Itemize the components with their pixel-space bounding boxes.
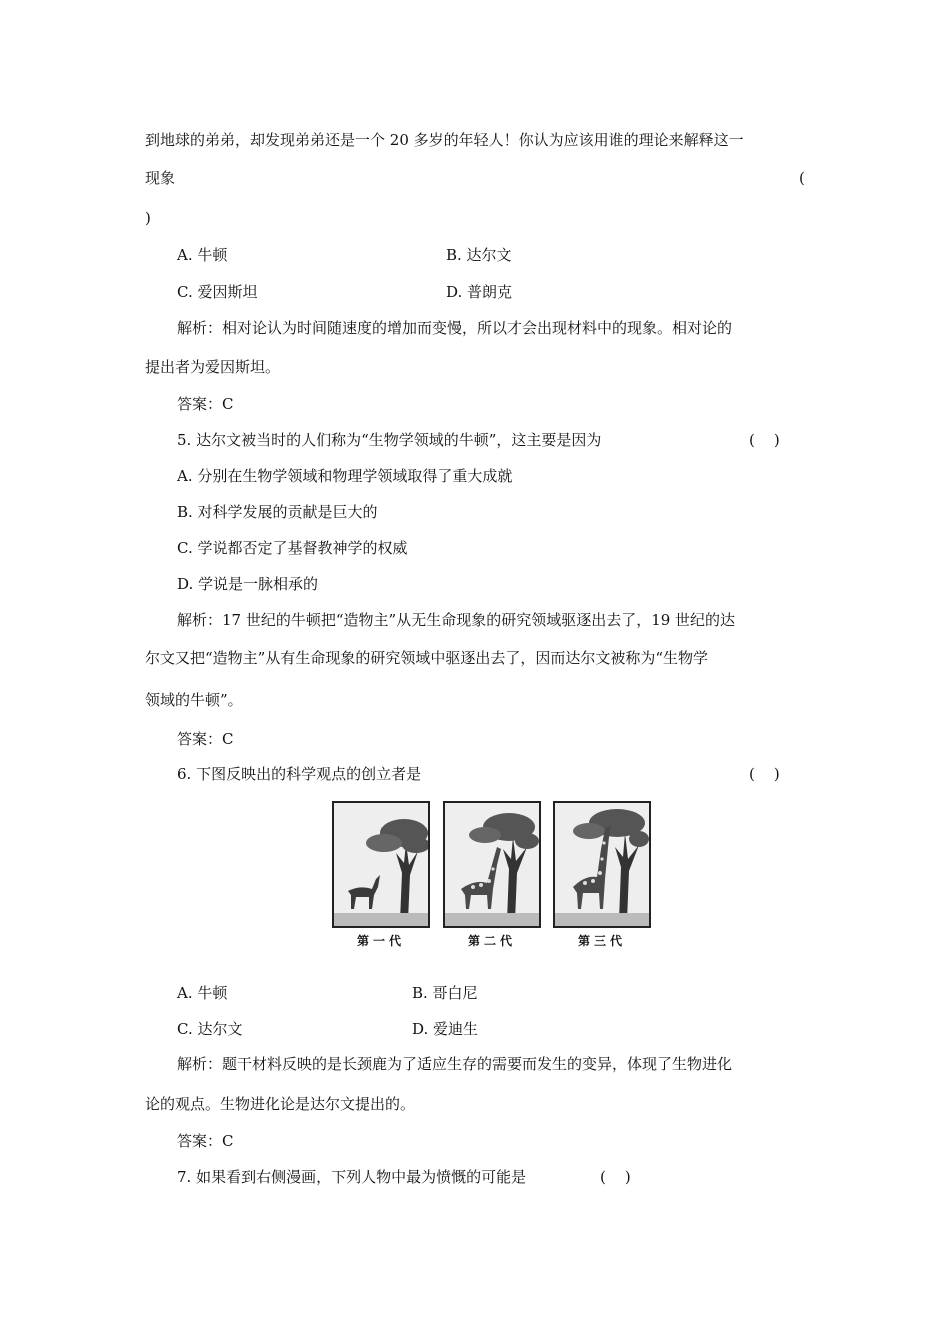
q6-option-b: B. 哥白尼	[412, 984, 478, 1002]
q4-analysis-line1: 解析：相对论认为时间随速度的增加而变慢，所以才会出现材料中的现象。相对论的	[177, 319, 733, 337]
q4-stem-line2: 现象	[145, 169, 176, 187]
q4-option-a: A. 牛顿	[177, 246, 228, 264]
giraffe-evolution-figure	[332, 801, 652, 951]
giraffe-gen3-illustration	[555, 803, 649, 926]
panel-generation-3	[553, 801, 651, 928]
q5-stem: 5. 达尔文被当时的人们称为“生物学领域的牛顿”，这主要是因为	[177, 431, 602, 449]
q6-option-a: A. 牛顿	[177, 984, 228, 1002]
giraffe-gen2-illustration	[445, 803, 539, 926]
q5-answer-paren: ( )	[749, 431, 780, 449]
q7-answer-paren: ( )	[600, 1168, 631, 1186]
q5-option-d: D. 学说是一脉相承的	[177, 575, 319, 593]
q5-analysis-line3: 领域的牛顿”。	[145, 691, 243, 709]
panel-generation-2	[443, 801, 541, 928]
giraffe-gen1-illustration	[334, 803, 428, 926]
q4-option-c: C. 爱因斯坦	[177, 283, 258, 301]
caption-generation-1: 第一代	[356, 934, 405, 948]
panel-generation-1	[332, 801, 430, 928]
q6-answer: 答案：C	[177, 1132, 234, 1150]
q6-option-c: C. 达尔文	[177, 1020, 243, 1038]
q4-stem-line1: 到地球的弟弟，却发现弟弟还是一个 20 多岁的年轻人！你认为应该用谁的理论来解释这一	[145, 131, 744, 149]
q6-analysis-line2: 论的观点。生物进化论是达尔文提出的。	[145, 1095, 416, 1113]
q5-analysis-line2: 尔文又把“造物主”从有生命现象的研究领域中驱逐出去了，因而达尔文被称为“生物学	[145, 649, 709, 667]
q4-answer-paren-open: (	[799, 169, 805, 187]
q5-option-a: A. 分别在生物学领域和物理学领域取得了重大成就	[177, 467, 513, 485]
q5-option-b: B. 对科学发展的贡献是巨大的	[177, 503, 378, 521]
q6-answer-paren: ( )	[749, 765, 780, 783]
q4-option-d: D. 普朗克	[446, 283, 513, 301]
q4-analysis-line2: 提出者为爱因斯坦。	[145, 358, 281, 376]
q4-answer-paren-close: )	[145, 209, 151, 227]
q7-stem: 7. 如果看到右侧漫画，下列人物中最为愤慨的可能是	[177, 1168, 527, 1186]
q5-answer: 答案：C	[177, 730, 234, 748]
q6-stem: 6. 下图反映出的科学观点的创立者是	[177, 765, 422, 783]
q5-option-c: C. 学说都否定了基督教神学的权威	[177, 539, 408, 557]
q4-answer: 答案：C	[177, 395, 234, 413]
q4-option-b: B. 达尔文	[446, 246, 512, 264]
caption-generation-3: 第三代	[577, 934, 626, 948]
q5-analysis-line1: 解析：17 世纪的牛顿把“造物主”从无生命现象的研究领域驱逐出去了，19 世纪的达	[177, 611, 736, 629]
caption-generation-2: 第二代	[467, 934, 516, 948]
q6-option-d: D. 爱迪生	[412, 1020, 479, 1038]
q6-analysis-line1: 解析：题干材料反映的是长颈鹿为了适应生存的需要而发生的变异，体现了生物进化	[177, 1055, 733, 1073]
